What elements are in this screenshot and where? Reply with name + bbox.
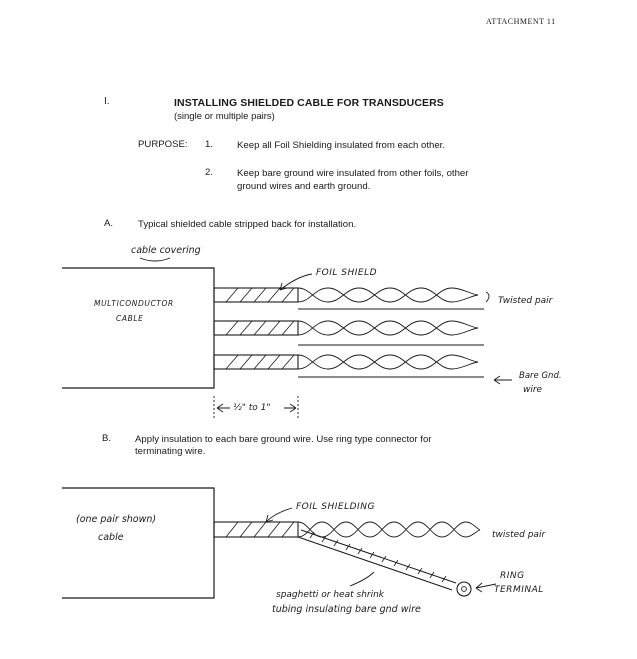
cable-jacket-outline: [62, 268, 214, 388]
cable-covering-label: cable covering: [131, 245, 201, 256]
bare-gnd-label-line-2: wire: [523, 385, 543, 395]
ring-terminal-label-line-2: TERMINAL: [494, 585, 544, 595]
purpose-item-2-line-1: Keep bare ground wire insulated from other foils, other: [237, 168, 469, 179]
purpose-item-2-line-2: ground wires and earth ground.: [237, 181, 371, 192]
multiconductor-label-line-1: MULTICONDUCTOR: [94, 299, 174, 308]
attachment-label: ATTACHMENT 11: [486, 17, 556, 26]
twisted-pair-2: [298, 321, 478, 335]
bare-gnd-label-line-1: Bare Gnd.: [519, 371, 562, 381]
spaghetti-label-line-1: spaghetti or heat shrink: [276, 590, 385, 600]
dimension-arrow-right: [284, 404, 296, 412]
purpose-item-2-number: 2.: [205, 167, 214, 178]
one-pair-shown-label: (one pair shown): [76, 514, 157, 525]
part-b-letter: B.: [102, 433, 112, 444]
spaghetti-label-line-2: tubing insulating bare gnd wire: [272, 604, 421, 615]
purpose-item-1-number: 1.: [205, 139, 214, 150]
twisted-pair-b-label: twisted pair: [492, 530, 546, 540]
part-a-letter: A.: [104, 218, 114, 229]
twisted-pair-1: [298, 288, 478, 302]
ring-terminal-label-line-1: RING: [500, 571, 525, 581]
purpose-label: PURPOSE:: [138, 139, 188, 150]
twisted-pair-brace: [486, 292, 489, 302]
dimension-arrow-left: [217, 404, 230, 412]
twisted-pair-3: [298, 355, 478, 369]
foil-shield-label: FOIL SHIELD: [316, 268, 378, 278]
foil-shielding-label: FOIL SHIELDING: [296, 502, 375, 512]
cable-covering-pointer: [140, 258, 170, 261]
cable-b-label: cable: [98, 532, 124, 543]
twisted-pair-label: Twisted pair: [498, 296, 553, 306]
foil-sleeve-3: [214, 355, 298, 369]
foil-sleeve-2: [214, 321, 298, 335]
foil-sleeve-1: [214, 288, 298, 302]
part-b-line-1: Apply insulation to each bare ground wire. Use ring type connector for: [135, 434, 432, 445]
purpose-item-1-text: Keep all Foil Shielding insulated from each other.: [237, 140, 445, 151]
part-b-line-2: terminating wire.: [135, 446, 206, 457]
part-a-text: Typical shielded cable stripped back for installation.: [138, 219, 357, 230]
dimension-label: ½" to 1": [233, 403, 271, 413]
multiconductor-label-line-2: CABLE: [116, 314, 144, 323]
section-title: INSTALLING SHIELDED CABLE FOR TRANSDUCERS: [174, 97, 444, 109]
section-number: I.: [104, 96, 110, 107]
section-subtitle: (single or multiple pairs): [174, 111, 275, 122]
